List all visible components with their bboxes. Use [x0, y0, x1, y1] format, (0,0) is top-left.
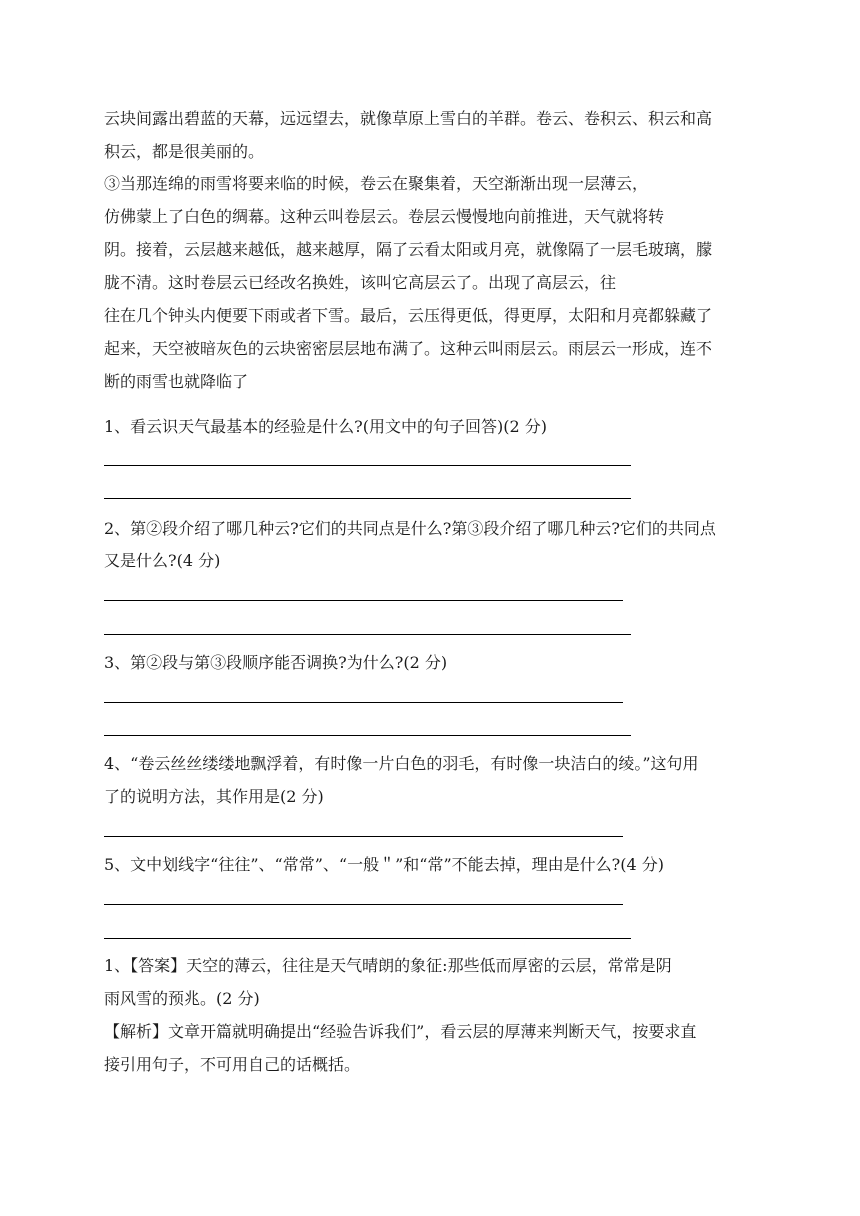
answer-1: 1、【答案】天空的薄云，往往是天气晴朗的象征:那些低而厚密的云层，常常是阴 [104, 956, 672, 975]
question-2-cont: 又是什么?(4 分) [104, 551, 221, 570]
question-4-cont: 了的说明方法，其作用是(2 分) [104, 787, 324, 806]
answer-line[interactable] [104, 904, 623, 905]
passage-line: 断的雨雪也就降临了 [104, 372, 249, 391]
passage-line: ③当那连绵的雨雪将要来临的时候，卷云在聚集着，天空渐渐出现一层薄云， [104, 174, 649, 193]
question-4: 4、“卷云丝丝缕缕地飘浮着，有时像一片白色的羽毛，有时像一块洁白的绫。”这句用 [104, 754, 699, 773]
question-5: 5、文中划线字“往往”、“常常”、“一般＂”和“常”不能去掉，理由是什么?(4 分) [104, 855, 664, 874]
question-2: 2、第②段介绍了哪几种云?它们的共同点是什么?第③段介绍了哪几种云?它们的共同点 [104, 519, 716, 538]
analysis-cont: 接引用句子，不可用自己的话概括。 [104, 1055, 361, 1074]
passage-line: 起来，天空被暗灰色的云块密密层层地布满了。这种云叫雨层云。雨层云一形成，连不 [104, 339, 713, 358]
answer-line[interactable] [104, 600, 623, 601]
passage-line: 仿佛蒙上了白色的绸幕。这种云叫卷层云。卷层云慢慢地向前推进，天气就将转 [104, 207, 665, 226]
answer-line[interactable] [104, 735, 631, 736]
passage-line: 积云，都是很美丽的。 [104, 142, 265, 161]
answer-line[interactable] [104, 702, 623, 703]
passage-line: 胧不清。这时卷层云已经改名换姓，该叫它高层云了。出现了高层云，往 [104, 273, 617, 292]
analysis: 【解析】文章开篇就明确提出“经验告诉我们”，看云层的厚薄来判断天气，按要求直 [104, 1022, 697, 1041]
passage-line: 阴。接着，云层越来越低，越来越厚，隔了云看太阳或月亮，就像隔了一层毛玻璃，朦 [104, 240, 713, 259]
answer-line[interactable] [104, 836, 623, 837]
passage-line: 云块间露出碧蓝的天幕，远远望去，就像草原上雪白的羊群。卷云、卷积云、积云和高 [104, 109, 713, 128]
answer-1-cont: 雨风雪的预兆。(2 分) [104, 989, 260, 1008]
question-3: 3、第②段与第③段顺序能否调换?为什么?(2 分) [104, 653, 448, 672]
passage-line: 往在几个钟头内便要下雨或者下雪。最后，云压得更低，得更厚，太阳和月亮都躲藏了 [104, 306, 713, 325]
answer-line[interactable] [104, 938, 631, 939]
answer-line[interactable] [104, 634, 631, 635]
answer-line[interactable] [104, 498, 631, 499]
question-1: 1、看云识天气最基本的经验是什么?(用文中的句子回答)(2 分) [104, 417, 547, 436]
answer-line[interactable] [104, 465, 631, 466]
